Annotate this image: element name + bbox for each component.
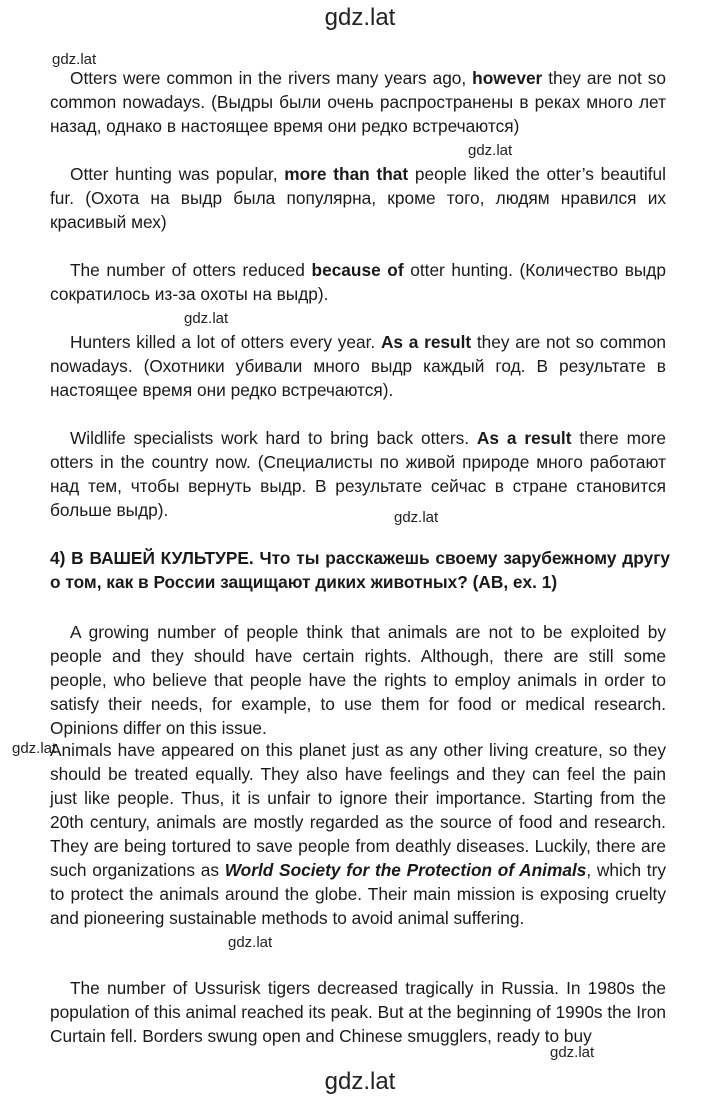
watermark-small: gdz.lat (184, 310, 229, 327)
watermark-small: gdz.lat (394, 509, 439, 526)
watermark-small: gdz.lat (228, 934, 273, 951)
paragraph-animal-rights: A growing number of people think that animals are not to be exploited by people and they should have certain rights. Although, there are still some people, who believe that people have the rights to employ animals in order to satisfy their needs, for example, to use them for food or medical research. Opinions differ on this issue. (50, 622, 666, 738)
paragraph-otters-common: Otters were common in the rivers many years ago, however they are not so common nowadays. (Выдры были очень распространены в реках много лет назад, однако в настоящее время они редко встречаются) (50, 68, 666, 136)
connector-word: more than that (284, 164, 409, 184)
connector-word: because of (311, 260, 404, 280)
paragraph-animals-equal: Animals have appeared on this planet just as any other living creature, so they should be treated equally. They also have feelings and they can feel the pain just like people. Thus, it is unfair to ignore their importance. Starting from the 20th century, animals are mostly regarded as the source of food and research. They are being tortured to save people from deathly diseases. Luckily, there are such organizations as World Society for the Protection of Animals, which try to protect the animals around the globe. Their main mission is exposing cruelty and pioneering sustainable methods to avoid animal suffering. (50, 740, 666, 928)
watermark-small: gdz.lat (52, 51, 97, 68)
paragraph-hunters-killed: Hunters killed a lot of otters every year. As a result they are not so common nowadays. (Охотники убивали много выдр каждый год. В результате в настоящее время они редко встречаются). (50, 332, 666, 400)
paragraph-ussurisk-tigers: The number of Ussurisk tigers decreased tragically in Russia. In 1980s the population of this animal reached its peak. But at the beginning of 1990s the Iron Curtain fell. Borders swung open and Chinese smugglers, ready to buy (50, 978, 666, 1046)
organization-name: World Society for the Protection of Animals (224, 860, 587, 880)
paragraph-otters-reduced: The number of otters reduced because of otter hunting. (Количество выдр сократилось из-за охоты на выдр). (50, 260, 667, 304)
connector-word: however (472, 68, 543, 88)
watermark-small: gdz.lat (550, 1044, 595, 1061)
section-heading: 4) В ВАШЕЙ КУЛЬТУРЕ. Что ты расскажешь своему зарубежному другу о том, как в России защищают диких животных? (АВ, ex. 1) (50, 548, 670, 592)
watermark-header: gdz.lat (324, 4, 396, 31)
paragraph-otter-hunting: Otter hunting was popular, more than that people liked the otter’s beautiful fur. (Охота на выдр была популярна, кроме того, людям нравился их красивый мех) (50, 164, 666, 232)
paragraph-wildlife-specialists: Wildlife specialists work hard to bring back otters. As a result there more otters in the country now. (Специалисты по живой природе много работают над тем, чтобы вернуть выдр. В результате сейчас в стране становится больше выдр). (50, 428, 666, 520)
watermark-footer: gdz.lat (324, 1068, 396, 1095)
watermark-small: gdz.lat (468, 142, 513, 159)
watermark-small: gdz.lat (12, 740, 57, 757)
connector-word: As a result (476, 428, 572, 448)
connector-word: As a result (380, 332, 472, 352)
